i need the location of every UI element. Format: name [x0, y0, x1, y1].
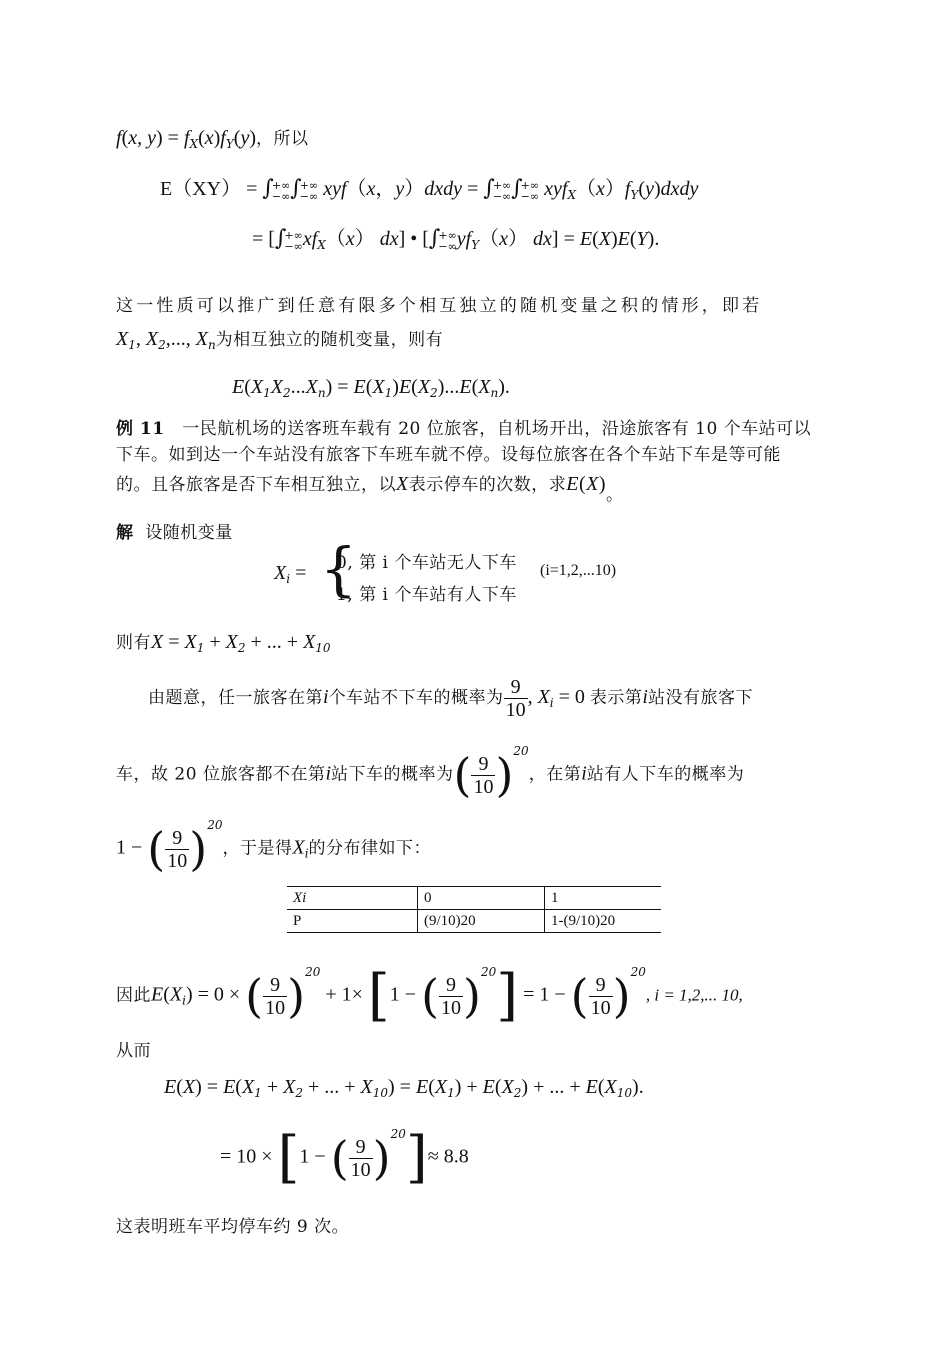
table-cell: 0: [418, 887, 545, 910]
suffix-text: ，所以: [256, 129, 309, 149]
car-d: 站有人下车的概率为: [586, 764, 745, 785]
approx-value: ≈ 8.8: [427, 1145, 469, 1168]
result-formula: = 10 × [1 − ( $\frac{9}{10}$ )$^{20}$]≈ 8.8: [220, 1125, 469, 1190]
by-problem-c: 表示第: [589, 688, 643, 708]
then-have-text: 则有: [116, 633, 151, 653]
by-problem-b: 个车站不下车的概率为: [328, 688, 504, 708]
example-line-2: 下车。如到达一个车站没有旅客下车班车就不停。设每位旅客在各个车站下车是等可能: [116, 445, 781, 465]
paragraph-generalize: 这一性质可以推广到任意有限多个相互独立的随机变量之积的情形，即若: [116, 296, 763, 316]
example-text-3a: 的。且各旅客是否下车相互独立，以: [116, 475, 396, 495]
solution-line: [116, 518, 233, 543]
case-one: 1, 第 i 个车站有人下车: [336, 585, 517, 605]
dist-intro-a: ，于是得: [222, 838, 293, 859]
by-problem-a: 由题意，任一旅客在第: [148, 688, 323, 708]
example-text-1: 一民航机场的送客班车载有 20 位旅客，自机场开出，沿途旅客有 10 个车站可以: [182, 419, 812, 439]
paragraph-generalize-2: $X_1$, $X_2$,..., $X_n$为相互独立的随机变量，则有: [116, 328, 444, 353]
prob-all-line: 车，故 20 位旅客都不在第i站下车的概率为( $\frac{9}{10}$ )$^{20}$，在第i站有人下车的概率为: [116, 744, 745, 802]
sum-line: 则有$X = X_1 + X_2$ + ... + $X_{10}$: [116, 631, 331, 656]
exy-label: E（XY）: [160, 178, 242, 200]
case-range: (i=1,2,...10): [540, 562, 617, 579]
table-cell: 1-(9/10)20: [545, 910, 662, 933]
therefore-text: 因此: [116, 985, 151, 1006]
car-a: 车，故 20 位旅客都不在第: [116, 764, 326, 785]
solution-label: 解: [116, 523, 134, 543]
dist-intro-line: 1 − ( $\frac{9}{10}$ )$^{20}$，于是得$X_i$的分布律如下：: [116, 818, 432, 876]
table-row: [287, 910, 661, 933]
example-label: 例 11: [116, 419, 165, 439]
example-text-3b: 表示停车的次数，求: [408, 475, 567, 495]
table-row: [287, 887, 661, 910]
formula-product: = [∫+∞ $-\infty xf_X(x)$ dx] • [∫+∞ $-\infty yf_Y(x) dx] = E(X)E(Y)$.: [252, 226, 660, 253]
car-c: ，在第: [528, 764, 582, 785]
ex-sum-formula: $E(X) = E(X_1 + X_2$ + ... + $X_{10}) = E(X_1) + E(X_2)$ + ... + $E(X_{10})$.: [164, 1076, 644, 1101]
solution-text: 设随机变量: [145, 523, 233, 543]
i-range: , i = 1,2,... 10,: [645, 985, 743, 1005]
formula-general-product: $E(X_1X_2...X_n) = E(X_1)E(X_2)...E(X_n)$.: [232, 376, 510, 401]
formula-exy: E（XY） = ∫+∞ −∞∫+∞ −∞ xyf（x，y）dxdy = ∫+∞ −∞∫+∞ −∞ $xyf_X(x)f_Y(y)dxdy$: [160, 176, 699, 203]
independent-text: 为相互独立的随机变量，则有: [215, 330, 444, 350]
dist-intro-b: 的分布律如下：: [308, 838, 432, 859]
example-line-3: 的。且各旅客是否下车相互独立，以X表示停车的次数，求E(X)。: [116, 473, 624, 505]
example-line-1: [116, 414, 811, 439]
table-cell: Xi: [287, 887, 418, 910]
exi-formula: 因此$E(X_i) = 0$ × ( $\frac{9}{10}$ )$^{20}$ + 1× [1 − ( $\frac{9}{10}$ )$^{20}$] = 1 − ( $\frac{9}{10}$ )$^{20}$, i = 1,2,... 10,: [116, 963, 743, 1028]
piecewise-xi: $X_i$ =: [274, 562, 307, 587]
table-cell: (9/10)20: [418, 910, 545, 933]
conclusion-text: 这表明班车平均停车约 9 次。: [116, 1217, 350, 1237]
thus-text: 从而: [116, 1041, 151, 1061]
formula-independence: f(x, $y) = f_X(x)f_Y(y)$，所以: [116, 127, 309, 152]
prob-line: 由题意，任一旅客在第i个车站不下车的概率为 $\frac{9}{10}$ , $X_i = 0$ 表示第i站没有旅客下: [148, 676, 753, 721]
table-cell: P: [287, 910, 418, 933]
distribution-table: [287, 886, 661, 933]
car-b: 站下车的概率为: [331, 764, 454, 785]
table-cell: 1: [545, 887, 662, 910]
brace: {: [320, 535, 357, 603]
by-problem-d: 站没有旅客下: [647, 688, 753, 708]
case-zero: 0, 第 i 个车站无人下车: [336, 553, 517, 573]
